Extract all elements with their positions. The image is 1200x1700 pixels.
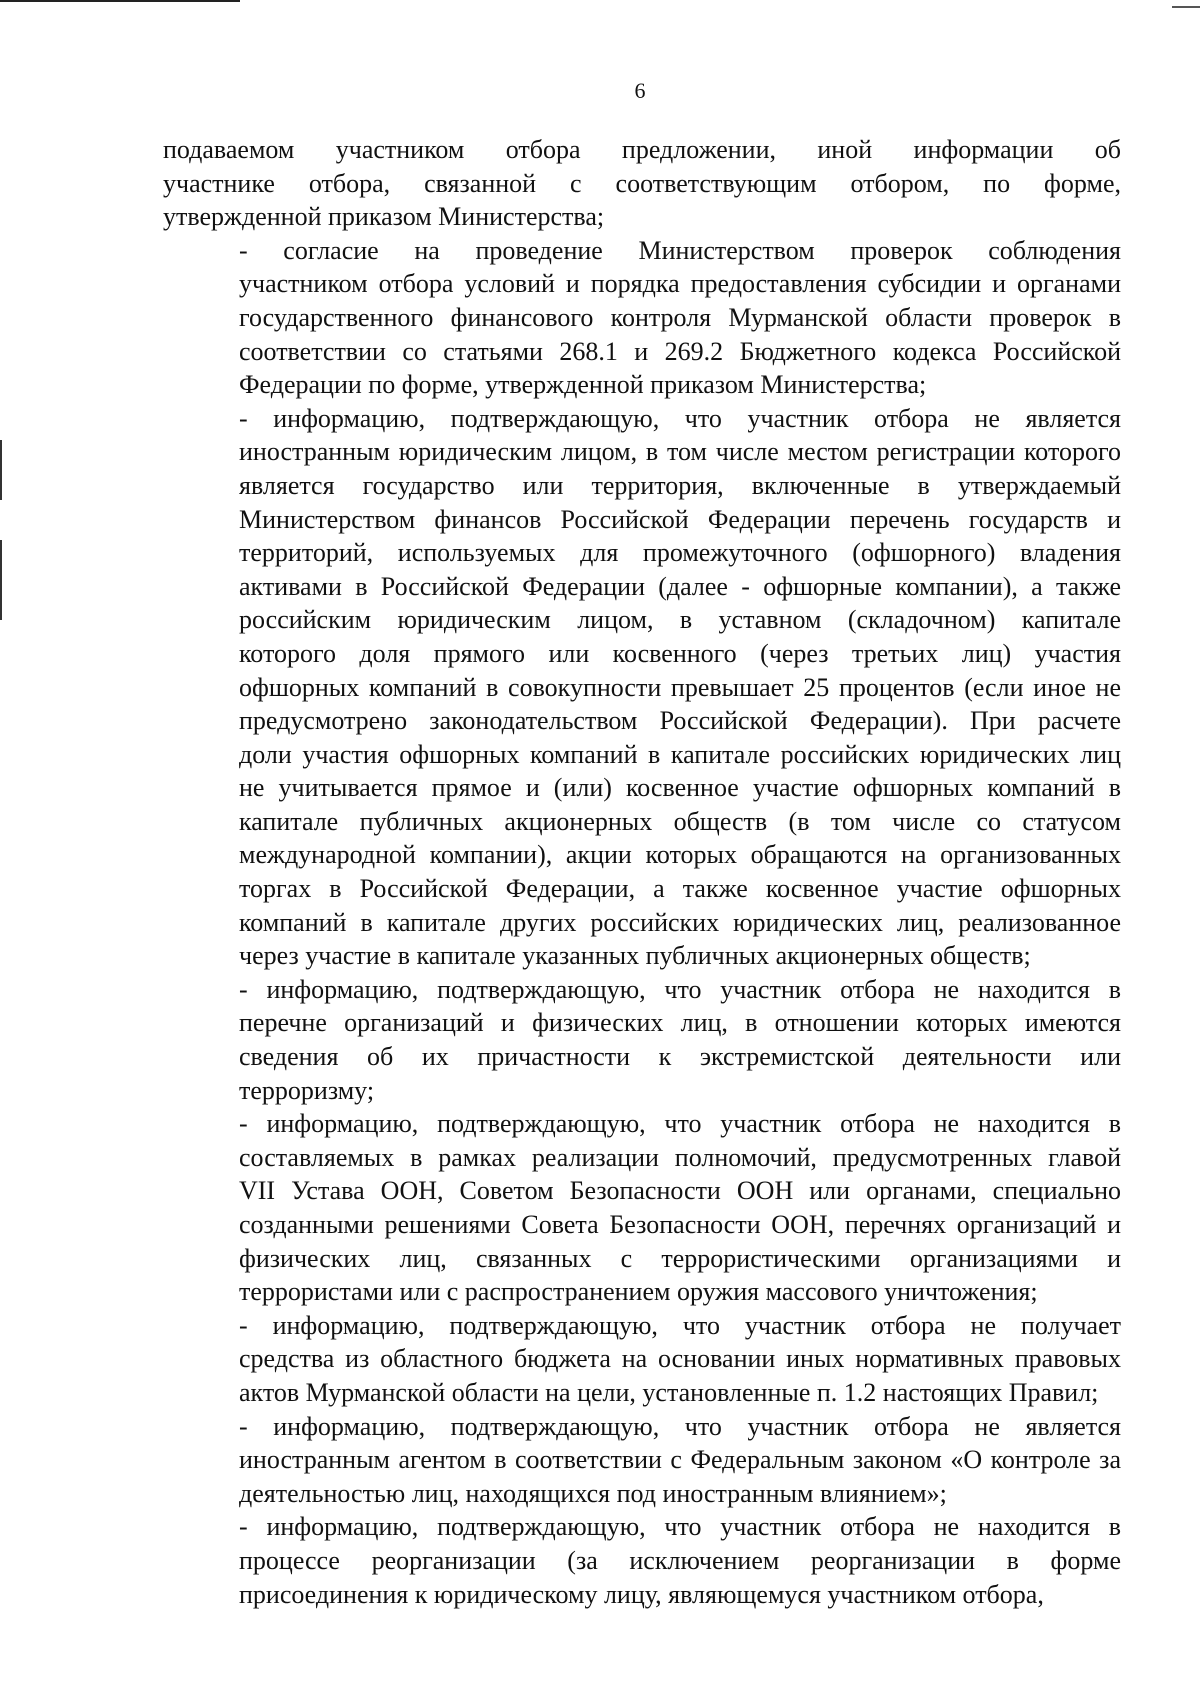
- text-line: соответствии со статьями 268.1 и 269.2 Бюджетного кодекса Российской: [239, 336, 1121, 366]
- text-line: деятельностью лиц, находящихся под иностранным влиянием»;: [239, 1478, 947, 1508]
- paragraph: [163, 234, 1121, 402]
- text-line: офшорных компаний в совокупности превышает 25 процентов (если иное не: [239, 672, 1121, 702]
- text-line: актов Мурманской области на цели, установленные п. 1.2 настоящих Правил;: [239, 1377, 1099, 1407]
- text-line: капитале публичных акционерных обществ (в том числе со статусом: [239, 806, 1121, 836]
- text-line: которого доля прямого или косвенного (через третьих лиц) участия: [239, 638, 1121, 668]
- text-line: VII Устава ООН, Советом Безопасности ООН или органами, специально: [239, 1176, 1121, 1206]
- text-line: физических лиц, связанных с террористическими организациями и: [239, 1243, 1121, 1273]
- text-line: - информацию, подтверждающую, что участник отбора не является: [239, 403, 1121, 433]
- text-line: участником отбора условий и порядка предоставления субсидии и органами: [239, 269, 1121, 299]
- paragraph: [163, 1309, 1121, 1410]
- text-line: созданными решениями Совета Безопасности ООН, перечнях организаций и: [239, 1210, 1121, 1239]
- text-line: территорий, используемых для промежуточного (офшорного) владения: [239, 538, 1121, 568]
- text-line: Федерации по форме, утвержденной приказом Министерства;: [239, 370, 927, 400]
- document-body: [163, 133, 1121, 1611]
- text-line: активами в Российской Федерации (далее - офшорные компании), а также: [239, 571, 1121, 601]
- text-line: процессе реорганизации (за исключением реорганизации в форме: [239, 1545, 1121, 1575]
- text-line: подаваемом участником отбора предложении, иной информации об: [163, 135, 1121, 164]
- scan-edge-mark-left: [0, 440, 2, 500]
- text-line: является государство или территория, включенные в утверждаемый: [239, 470, 1121, 500]
- text-line: не учитывается прямое и (или) косвенное участие офшорных компаний в: [239, 773, 1121, 803]
- text-line: сведения об их причастности к экстремистской деятельности или: [239, 1042, 1121, 1072]
- text-line: терроризму;: [239, 1075, 375, 1105]
- text-line: международной компании), акции которых обращаются на организованных: [239, 840, 1121, 870]
- text-line: присоединения к юридическому лицу, являющемуся участником отбора,: [239, 1579, 1044, 1609]
- text-line: иностранным агентом в соответствии с Федеральным законом «О контроле за: [239, 1445, 1121, 1475]
- paragraph: [163, 1510, 1121, 1611]
- text-line: - информацию, подтверждающую, что участник отбора не получает: [239, 1310, 1121, 1340]
- paragraph: [163, 1410, 1121, 1511]
- text-line: - согласие на проведение Министерством проверок соблюдения: [239, 235, 1121, 265]
- text-line: Министерством финансов Российской Федерации перечень государств и: [239, 504, 1121, 534]
- text-line: утвержденной приказом Министерства;: [163, 202, 605, 232]
- text-line: террористами или с распространением оружия массового уничтожения;: [239, 1277, 1038, 1307]
- paragraph: [163, 973, 1121, 1107]
- text-line: средства из областного бюджета на основании иных нормативных правовых: [239, 1344, 1121, 1374]
- scan-edge-mark-top-right: [1172, 6, 1200, 8]
- text-line: государственного финансового контроля Мурманской области проверок в: [239, 302, 1121, 332]
- text-line: через участие в капитале указанных публичных акционерных обществ;: [239, 941, 1031, 971]
- paragraph: [163, 133, 1121, 234]
- text-line: перечне организаций и физических лиц, в отношении которых имеются: [239, 1008, 1121, 1038]
- text-line: - информацию, подтверждающую, что участник отбора не находится в: [239, 974, 1121, 1004]
- paragraph: [163, 1107, 1121, 1309]
- page-number: 6: [634, 78, 646, 103]
- text-line: - информацию, подтверждающую, что участник отбора не находится в: [239, 1512, 1121, 1542]
- text-line: предусмотрено законодательством Российской Федерации). При расчете: [239, 706, 1121, 736]
- text-line: - информацию, подтверждающую, что участник отбора не находится в: [239, 1109, 1121, 1139]
- text-line: участнике отбора, связанной с соответствующим отбором, по форме,: [163, 168, 1121, 198]
- scan-edge-mark-top: [0, 0, 240, 2]
- text-line: составляемых в рамках реализации полномочий, предусмотренных главой: [239, 1142, 1121, 1172]
- text-line: - информацию, подтверждающую, что участник отбора не является: [239, 1411, 1121, 1441]
- text-line: российским юридическим лицом, в уставном (складочном) капитале: [239, 605, 1121, 635]
- text-line: компаний в капитале других российских юридических лиц, реализованное: [239, 907, 1121, 937]
- paragraph: [163, 402, 1121, 973]
- text-line: торгах в Российской Федерации, а также косвенное участие офшорных: [239, 874, 1121, 904]
- text-line: иностранным юридическим лицом, в том числе местом регистрации которого: [239, 437, 1121, 467]
- text-line: доли участия офшорных компаний в капитале российских юридических лиц: [239, 739, 1121, 769]
- scan-edge-mark-left: [0, 540, 2, 620]
